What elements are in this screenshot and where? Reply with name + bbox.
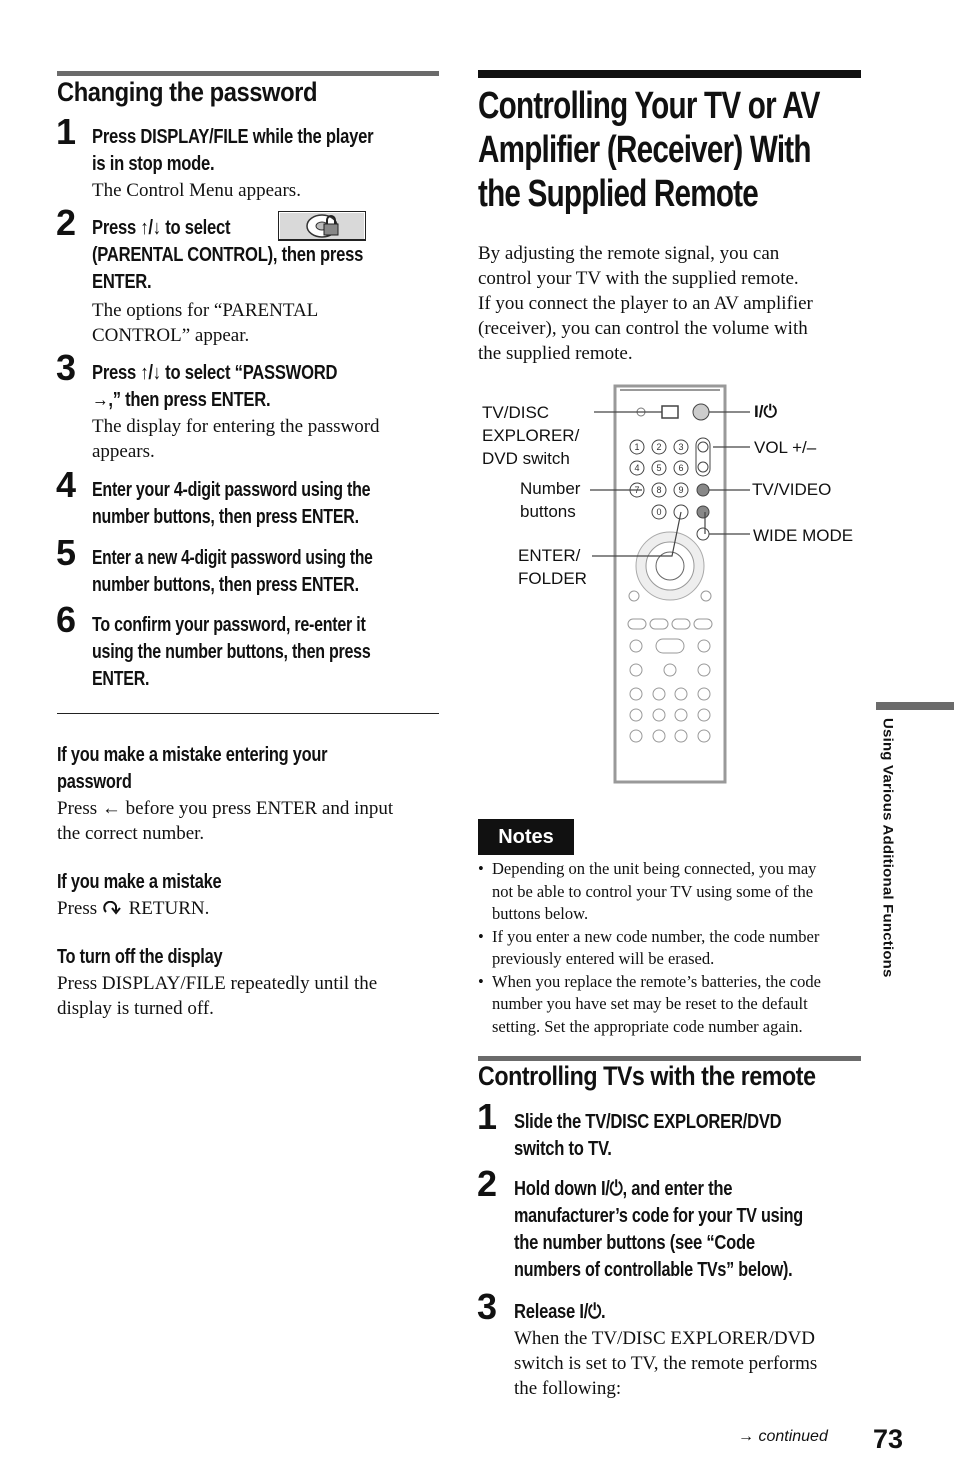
tip-text: the correct number.	[57, 823, 205, 844]
step-number: 6	[56, 599, 77, 640]
svg-text:6: 6	[678, 463, 684, 473]
label-wide-mode: WIDE MODE	[753, 526, 854, 545]
step-number: 1	[477, 1096, 498, 1137]
step-result: The options for “PARENTAL	[92, 300, 319, 321]
divider	[57, 713, 439, 714]
step-text: the number buttons (see “Code	[514, 1232, 755, 1254]
step-text: Release I/⏻.	[514, 1301, 606, 1323]
step-text: Press ↑/↓ to select	[92, 217, 231, 239]
step-number: 5	[56, 532, 77, 573]
note-item: • When you replace the remote’s batteries, the code number you have set may be reset to the default setting. Set the appropriate code number again.	[478, 971, 862, 1039]
label-power: I/⏻	[754, 402, 777, 421]
step-number: 3	[56, 347, 77, 388]
tip-text: Press ← before you press ENTER and input	[57, 798, 394, 819]
step-result: When the TV/DISC EXPLORER/DVD	[514, 1328, 815, 1349]
step-text: is in stop mode.	[92, 153, 215, 175]
label-number-buttons: Number buttons	[520, 479, 581, 521]
step-text: ENTER.	[92, 271, 152, 293]
step-text: (PARENTAL CONTROL), then press	[92, 244, 364, 266]
step-result: CONTROL” appear.	[92, 325, 250, 346]
svg-text:4: 4	[634, 463, 640, 473]
step-number: 2	[477, 1163, 498, 1204]
intro-text: (receiver), you can control the volume with	[478, 318, 808, 339]
step-text: number buttons, then press ENTER.	[92, 506, 359, 528]
step-text: Enter a new 4-digit password using the	[92, 547, 373, 569]
up-down-arrows: ↑/↓	[140, 217, 161, 239]
step-result: The display for entering the password	[92, 416, 380, 437]
step-text: switch to TV.	[514, 1138, 612, 1160]
notes-badge: Notes	[478, 819, 574, 855]
step-text: Enter your 4-digit password using the	[92, 479, 371, 501]
title-rule	[478, 70, 861, 78]
tip-text: Press RETURN.	[57, 896, 257, 922]
chapter-tab-bar	[876, 702, 954, 710]
chapter-tab-label: Using Various Additional Functions	[880, 718, 896, 978]
step-text: →,” then press ENTER.	[92, 389, 271, 411]
step-text: To confirm your password, re-enter it	[92, 614, 366, 636]
parental-control-lock-icon	[278, 211, 366, 241]
intro-text: By adjusting the remote signal, you can	[478, 243, 780, 264]
step-text: ENTER.	[92, 668, 150, 690]
step-text: numbers of controllable TVs” below).	[514, 1259, 793, 1281]
step-result: the following:	[514, 1378, 622, 1399]
step-text: Press DISPLAY/FILE while the player	[92, 126, 374, 148]
page-title: Controlling Your TV or AV	[478, 85, 820, 127]
svg-text:9: 9	[678, 485, 684, 495]
svg-text:2: 2	[656, 442, 662, 452]
return-icon	[102, 897, 124, 922]
intro-text: If you connect the player to an AV amplifier	[478, 293, 813, 314]
svg-text:5: 5	[656, 463, 662, 473]
svg-text:3: 3	[678, 442, 684, 452]
tip-heading: If you make a mistake entering your	[57, 744, 328, 766]
step-number: 3	[477, 1286, 498, 1327]
intro-text: control your TV with the supplied remote.	[478, 268, 799, 289]
callout-lines	[590, 384, 760, 604]
label-tv-video: TV/VIDEO	[752, 480, 832, 499]
section-rule	[57, 71, 439, 76]
section-title-changing-password: Changing the password	[57, 77, 318, 107]
tip-heading: To turn off the display	[57, 946, 223, 968]
svg-text:8: 8	[656, 485, 662, 495]
tip-heading: If you make a mistake	[57, 871, 222, 893]
tip-text: Press DISPLAY/FILE repeatedly until the	[57, 973, 378, 994]
step-text: Slide the TV/DISC EXPLORER/DVD	[514, 1111, 782, 1133]
note-item: • If you enter a new code number, the code number previously entered will be erased.	[478, 926, 862, 971]
step-text: manufacturer’s code for your TV using	[514, 1205, 803, 1227]
intro-text: the supplied remote.	[478, 343, 633, 364]
step-result: The Control Menu appears.	[92, 180, 301, 201]
section-title-controlling-tvs: Controlling TVs with the remote	[478, 1061, 816, 1091]
page-title: Amplifier (Receiver) With	[478, 129, 811, 171]
label-vol: VOL +/–	[754, 438, 817, 457]
tip-text: display is turned off.	[57, 998, 214, 1019]
page-title: the Supplied Remote	[478, 173, 758, 215]
tip-heading: password	[57, 771, 132, 793]
label-enter-folder: ENTER/ FOLDER	[518, 546, 587, 588]
svg-text:7: 7	[634, 485, 640, 495]
step-text: number buttons, then press ENTER.	[92, 574, 359, 596]
step-result: appears.	[92, 441, 155, 462]
step-number: 4	[56, 464, 77, 505]
page-number: 73	[873, 1424, 904, 1454]
note-item: • Depending on the unit being connected, you may not be able to control your TV using some of the buttons below.	[478, 858, 862, 926]
step-result: switch is set to TV, the remote performs	[514, 1353, 818, 1374]
step-text: Press ↑/↓ to select “PASSWORD	[92, 362, 338, 384]
svg-text:1: 1	[634, 442, 640, 452]
label-tvdisc-switch: TV/DISC EXPLORER/ DVD switch	[482, 403, 580, 468]
step-text: using the number buttons, then press	[92, 641, 371, 663]
step-text: Hold down I/⏻, and enter the	[514, 1178, 733, 1200]
svg-text:0: 0	[656, 507, 662, 517]
step-number: 1	[56, 111, 77, 152]
continued-label: → continued	[738, 1428, 828, 1445]
notes-list	[478, 858, 862, 1038]
step-number: 2	[56, 202, 77, 243]
